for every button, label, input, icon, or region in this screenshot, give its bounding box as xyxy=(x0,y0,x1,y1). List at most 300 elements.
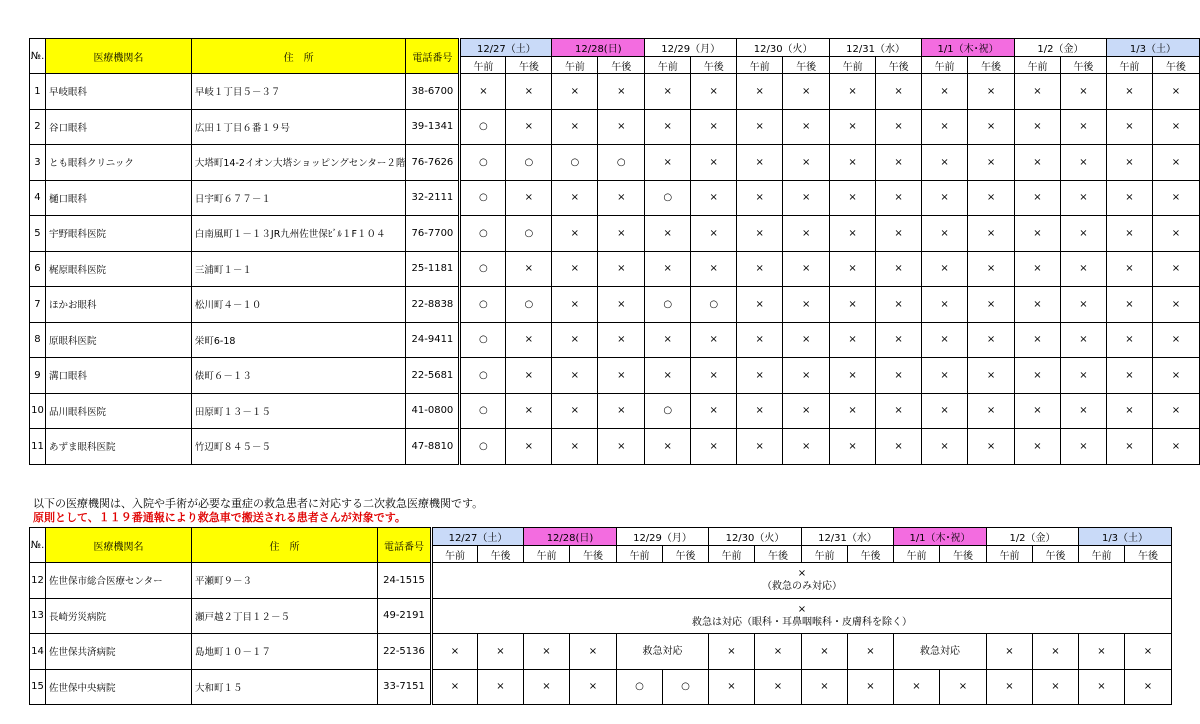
facility-phone: 76-7626 xyxy=(406,145,460,181)
table-row xyxy=(30,563,1172,599)
availability-mark: ○ xyxy=(460,216,506,252)
availability-mark: × xyxy=(876,145,922,181)
table-header xyxy=(30,528,1172,563)
availability-mark: × xyxy=(922,216,968,252)
facility-name-header: 医療機関名 xyxy=(45,39,191,74)
row-number: 2 xyxy=(30,109,46,145)
facility-phone: 39-1341 xyxy=(406,109,460,145)
date-header: 12/30（火） xyxy=(709,528,802,546)
availability-mark: × xyxy=(478,634,524,670)
availability-mark: × xyxy=(691,322,737,358)
availability-mark: × xyxy=(876,429,922,465)
availability-mark: × xyxy=(1033,669,1079,705)
availability-mark: ○ xyxy=(460,180,506,216)
facility-phone: 22-5681 xyxy=(406,358,460,394)
availability-mark: × xyxy=(737,74,783,110)
table-row xyxy=(30,634,1172,670)
availability-mark: × xyxy=(783,322,830,358)
facility-phone: 76-7700 xyxy=(406,216,460,252)
availability-mark: × xyxy=(783,216,830,252)
clinic-schedule-table-1 xyxy=(29,38,1200,465)
availability-mark: × xyxy=(783,287,830,323)
row-number: 14 xyxy=(30,634,46,670)
availability-mark: × xyxy=(968,145,1015,181)
availability-mark: × xyxy=(876,358,922,394)
facility-address: 竹辺町８４５－５ xyxy=(191,429,406,465)
facility-address: 大塔町14-2イオン大塔ショッピングセンター２階 xyxy=(191,145,406,181)
availability-mark: × xyxy=(940,669,987,705)
availability-mark: × xyxy=(1015,109,1061,145)
facility-phone: 22-5136 xyxy=(378,634,432,670)
availability-mark: × xyxy=(570,634,617,670)
table-row xyxy=(30,216,1200,252)
table-row xyxy=(30,74,1200,110)
date-header: 12/27（土） xyxy=(432,528,524,546)
availability-mark: × xyxy=(1015,393,1061,429)
availability-mark: × xyxy=(830,322,876,358)
availability-mark: × xyxy=(506,180,552,216)
availability-mark: ○ xyxy=(691,287,737,323)
availability-mark: × xyxy=(1060,109,1106,145)
date-header: 12/29（月） xyxy=(645,39,737,57)
availability-mark: × xyxy=(755,634,802,670)
availability-mark: × xyxy=(876,180,922,216)
availability-mark: × xyxy=(1106,393,1152,429)
facility-address: 瀬戸越２丁目１２－５ xyxy=(192,598,378,634)
availability-merged xyxy=(432,563,1172,599)
availability-mark: × xyxy=(1015,322,1061,358)
availability-mark: × xyxy=(1015,145,1061,181)
availability-mark: × xyxy=(830,109,876,145)
availability-mark: × xyxy=(645,251,691,287)
availability-mark: × xyxy=(1060,429,1106,465)
availability-mark: × xyxy=(968,393,1015,429)
facility-phone: 41-0800 xyxy=(406,393,460,429)
availability-mark: × xyxy=(598,287,645,323)
availability-mark: × xyxy=(1106,322,1152,358)
availability-mark: × xyxy=(987,669,1033,705)
availability-mark: × xyxy=(737,216,783,252)
availability-mark: × xyxy=(552,393,598,429)
date-header: 1/2（金） xyxy=(1015,39,1107,57)
availability-mark: × xyxy=(922,429,968,465)
availability-mark: × xyxy=(783,393,830,429)
availability-mark: × xyxy=(1152,145,1199,181)
table-row xyxy=(30,669,1172,705)
availability-mark: × xyxy=(552,287,598,323)
address-header: 住 所 xyxy=(192,528,378,563)
table-row xyxy=(30,393,1200,429)
availability-merged xyxy=(432,598,1172,634)
availability-mark: 救急対応 xyxy=(617,634,709,670)
availability-mark: ○ xyxy=(460,109,506,145)
table-row xyxy=(30,322,1200,358)
availability-mark: ○ xyxy=(506,216,552,252)
am-label: 午前 xyxy=(432,546,478,563)
am-label: 午前 xyxy=(987,546,1033,563)
availability-mark: × xyxy=(1060,145,1106,181)
am-label: 午前 xyxy=(617,546,663,563)
facility-address: 俵町６－１３ xyxy=(191,358,406,394)
availability-mark: × xyxy=(737,322,783,358)
facility-name: 樋口眼科 xyxy=(45,180,191,216)
availability-mark: × xyxy=(830,251,876,287)
facility-name-header: 医療機関名 xyxy=(46,528,192,563)
facility-phone: 32-2111 xyxy=(406,180,460,216)
availability-mark: × xyxy=(598,251,645,287)
availability-mark: × xyxy=(1060,74,1106,110)
availability-mark: × xyxy=(876,109,922,145)
row-number: 9 xyxy=(30,358,46,394)
facility-name: ほかお眼科 xyxy=(45,287,191,323)
facility-address: 松川町４－１０ xyxy=(191,287,406,323)
table-row xyxy=(30,287,1200,323)
availability-mark: × xyxy=(1106,216,1152,252)
availability-mark: × xyxy=(783,145,830,181)
date-header: 1/2（金） xyxy=(987,528,1079,546)
availability-mark: × xyxy=(1106,251,1152,287)
availability-mark: × xyxy=(922,109,968,145)
facility-phone: 33-7151 xyxy=(378,669,432,705)
pm-label: 午後 xyxy=(755,546,802,563)
table-body xyxy=(30,563,1172,705)
hospital-schedule-table-2 xyxy=(29,527,1172,705)
date-header: 12/31（水） xyxy=(830,39,922,57)
facility-phone: 22-8838 xyxy=(406,287,460,323)
availability-mark: × xyxy=(506,251,552,287)
date-header: 12/27（土） xyxy=(460,39,552,57)
facility-address: 広田１丁目６番１９号 xyxy=(191,109,406,145)
availability-mark: × xyxy=(783,251,830,287)
no-header: №. xyxy=(30,39,46,74)
table-row xyxy=(30,109,1200,145)
availability-mark: × xyxy=(968,322,1015,358)
availability-mark: × xyxy=(524,634,570,670)
availability-mark: × xyxy=(830,358,876,394)
availability-mark: × xyxy=(552,109,598,145)
availability-mark: × xyxy=(552,180,598,216)
availability-mark: × xyxy=(709,634,755,670)
date-header: 12/28(日) xyxy=(524,528,617,546)
availability-mark: ○ xyxy=(460,287,506,323)
availability-mark: × xyxy=(1079,669,1125,705)
availability-mark: × xyxy=(1060,287,1106,323)
table-row xyxy=(30,358,1200,394)
date-header: 1/3（土） xyxy=(1106,39,1199,57)
table-row xyxy=(30,429,1200,465)
availability-mark: × xyxy=(1060,322,1106,358)
availability-mark: × xyxy=(876,322,922,358)
availability-mark: × xyxy=(1033,634,1079,670)
facility-address: 白南風町１－１３JR九州佐世保ﾋﾞﾙ１F１０４ xyxy=(191,216,406,252)
availability-mark: × xyxy=(506,109,552,145)
am-label: 午前 xyxy=(645,57,691,74)
availability-mark: × xyxy=(1152,251,1199,287)
availability-mark: × xyxy=(737,429,783,465)
availability-mark: ○ xyxy=(663,669,709,705)
table-row xyxy=(30,251,1200,287)
availability-mark: × xyxy=(968,180,1015,216)
facility-name: 品川眼科医院 xyxy=(45,393,191,429)
am-label: 午前 xyxy=(922,57,968,74)
availability-mark: × xyxy=(968,429,1015,465)
availability-mark: ○ xyxy=(460,393,506,429)
availability-mark: × xyxy=(987,634,1033,670)
availability-mark: × xyxy=(922,145,968,181)
am-label: 午前 xyxy=(552,57,598,74)
row-number: 6 xyxy=(30,251,46,287)
availability-mark: × xyxy=(1152,180,1199,216)
availability-mark: × xyxy=(552,251,598,287)
availability-mark: × xyxy=(1152,393,1199,429)
availability-mark: × xyxy=(645,74,691,110)
date-header: 12/30（火） xyxy=(737,39,830,57)
availability-mark: × xyxy=(922,251,968,287)
facility-name: 佐世保市総合医療センター xyxy=(46,563,192,599)
availability-mark: ○ xyxy=(506,145,552,181)
availability-mark: × xyxy=(1106,109,1152,145)
availability-mark: × xyxy=(1152,216,1199,252)
availability-mark: × xyxy=(1152,74,1199,110)
date-header: 1/1（木･祝） xyxy=(922,39,1015,57)
row-number: 5 xyxy=(30,216,46,252)
availability-mark: × xyxy=(968,358,1015,394)
facility-name: 原眼科医院 xyxy=(45,322,191,358)
availability-mark: × xyxy=(506,429,552,465)
availability-mark: × xyxy=(645,322,691,358)
ambulance-target-note: 原則として、１１９番通報により救急車で搬送される患者さんが対象です。 xyxy=(33,511,406,524)
row-number: 3 xyxy=(30,145,46,181)
table-row xyxy=(30,598,1172,634)
availability-mark: ○ xyxy=(460,251,506,287)
am-label: 午前 xyxy=(709,546,755,563)
availability-mark: ○ xyxy=(506,287,552,323)
availability-mark: × xyxy=(1060,358,1106,394)
availability-mark: × xyxy=(598,322,645,358)
facility-phone: 25-1181 xyxy=(406,251,460,287)
availability-mark: × xyxy=(783,74,830,110)
availability-mark: ○ xyxy=(645,393,691,429)
row-number: 4 xyxy=(30,180,46,216)
availability-mark: × xyxy=(506,74,552,110)
availability-mark: ○ xyxy=(598,145,645,181)
pm-label: 午後 xyxy=(1152,57,1199,74)
am-label: 午前 xyxy=(802,546,848,563)
pm-label: 午後 xyxy=(876,57,922,74)
availability-line: × xyxy=(797,568,807,580)
availability-mark: × xyxy=(691,358,737,394)
availability-mark: × xyxy=(783,180,830,216)
pm-label: 午後 xyxy=(506,57,552,74)
availability-mark: × xyxy=(737,180,783,216)
facility-name: 佐世保中央病院 xyxy=(46,669,192,705)
availability-mark: × xyxy=(691,393,737,429)
availability-mark: × xyxy=(830,429,876,465)
availability-mark: × xyxy=(1125,669,1172,705)
availability-mark: × xyxy=(691,109,737,145)
row-number: 1 xyxy=(30,74,46,110)
availability-mark: × xyxy=(968,74,1015,110)
availability-mark: × xyxy=(1106,429,1152,465)
table-header xyxy=(30,39,1200,74)
availability-mark: ○ xyxy=(460,358,506,394)
facility-name: 谷口眼科 xyxy=(45,109,191,145)
availability-mark: × xyxy=(1152,109,1199,145)
facility-phone: 24-9411 xyxy=(406,322,460,358)
facility-phone: 24-1515 xyxy=(378,563,432,599)
row-number: 7 xyxy=(30,287,46,323)
availability-mark: × xyxy=(1015,180,1061,216)
pm-label: 午後 xyxy=(968,57,1015,74)
pm-label: 午後 xyxy=(598,57,645,74)
availability-mark: × xyxy=(1152,287,1199,323)
availability-mark: × xyxy=(1015,358,1061,394)
pm-label: 午後 xyxy=(691,57,737,74)
availability-mark: × xyxy=(598,393,645,429)
availability-mark: × xyxy=(645,109,691,145)
availability-mark: × xyxy=(922,287,968,323)
availability-mark: × xyxy=(922,393,968,429)
pm-label: 午後 xyxy=(1060,57,1106,74)
availability-mark: × xyxy=(598,429,645,465)
facility-name: 長崎労災病院 xyxy=(46,598,192,634)
availability-line: 救急は対応（眼科・耳鼻咽喉科・皮膚科を除く） xyxy=(692,616,912,628)
availability-mark: × xyxy=(598,74,645,110)
availability-mark: × xyxy=(645,358,691,394)
facility-name: 宇野眼科医院 xyxy=(45,216,191,252)
availability-mark: × xyxy=(645,429,691,465)
availability-mark: × xyxy=(783,358,830,394)
availability-mark: × xyxy=(691,216,737,252)
availability-mark: × xyxy=(755,669,802,705)
availability-mark: × xyxy=(968,287,1015,323)
availability-mark: × xyxy=(848,669,894,705)
availability-mark: × xyxy=(1106,145,1152,181)
availability-mark: × xyxy=(737,393,783,429)
availability-mark: × xyxy=(1060,180,1106,216)
availability-mark: × xyxy=(598,109,645,145)
availability-mark: ○ xyxy=(617,669,663,705)
am-label: 午前 xyxy=(1079,546,1125,563)
availability-mark: ○ xyxy=(460,145,506,181)
date-header: 1/1（木･祝） xyxy=(894,528,987,546)
availability-mark: × xyxy=(922,358,968,394)
secondary-emergency-note: 以下の医療機関は、入院や手術が必要な重症の救急患者に対応する二次救急医療機関です。 xyxy=(33,497,484,510)
availability-mark: × xyxy=(737,358,783,394)
pm-label: 午後 xyxy=(663,546,709,563)
availability-mark: × xyxy=(1152,358,1199,394)
availability-mark: × xyxy=(848,634,894,670)
availability-mark: × xyxy=(1015,216,1061,252)
availability-mark: × xyxy=(830,393,876,429)
facility-address: 栄町6-18 xyxy=(191,322,406,358)
availability-mark: × xyxy=(1060,393,1106,429)
availability-mark: × xyxy=(922,180,968,216)
availability-mark: × xyxy=(737,145,783,181)
pm-label: 午後 xyxy=(478,546,524,563)
availability-mark: × xyxy=(737,251,783,287)
availability-mark: × xyxy=(876,74,922,110)
pm-label: 午後 xyxy=(570,546,617,563)
availability-mark: × xyxy=(691,180,737,216)
availability-mark: × xyxy=(1106,180,1152,216)
availability-mark: × xyxy=(432,669,478,705)
availability-mark: × xyxy=(737,287,783,323)
am-label: 午前 xyxy=(894,546,940,563)
row-number: 11 xyxy=(30,429,46,465)
availability-mark: × xyxy=(1015,287,1061,323)
availability-mark: × xyxy=(876,393,922,429)
availability-mark: × xyxy=(830,145,876,181)
availability-mark: × xyxy=(598,216,645,252)
availability-mark: × xyxy=(506,393,552,429)
availability-mark: × xyxy=(598,358,645,394)
facility-name: とも眼科クリニック xyxy=(45,145,191,181)
availability-mark: × xyxy=(1015,429,1061,465)
pm-label: 午後 xyxy=(1033,546,1079,563)
phone-header: 電話番号 xyxy=(378,528,432,563)
availability-mark: × xyxy=(552,429,598,465)
facility-name: あずま眼科医院 xyxy=(45,429,191,465)
availability-mark: × xyxy=(460,74,506,110)
facility-address: 大和町１５ xyxy=(192,669,378,705)
row-number: 8 xyxy=(30,322,46,358)
availability-mark: × xyxy=(783,109,830,145)
availability-mark: × xyxy=(894,669,940,705)
date-header: 12/28(日) xyxy=(552,39,645,57)
date-header: 12/31（水） xyxy=(802,528,894,546)
availability-mark: × xyxy=(1106,358,1152,394)
availability-mark: × xyxy=(968,109,1015,145)
facility-address: 三浦町１－１ xyxy=(191,251,406,287)
availability-mark: × xyxy=(432,634,478,670)
availability-mark: × xyxy=(570,669,617,705)
facility-address: 日宇町６７７－１ xyxy=(191,180,406,216)
row-number: 13 xyxy=(30,598,46,634)
facility-address: 早岐１丁目５－３７ xyxy=(191,74,406,110)
availability-line: × xyxy=(797,603,807,615)
am-label: 午前 xyxy=(524,546,570,563)
availability-mark: ○ xyxy=(645,180,691,216)
availability-mark: × xyxy=(552,216,598,252)
availability-mark: × xyxy=(830,287,876,323)
row-number: 10 xyxy=(30,393,46,429)
availability-mark: × xyxy=(1106,74,1152,110)
availability-mark: 救急対応 xyxy=(894,634,987,670)
facility-name: 早岐眼科 xyxy=(45,74,191,110)
availability-mark: × xyxy=(830,216,876,252)
availability-mark: × xyxy=(1015,74,1061,110)
facility-name: 溝口眼科 xyxy=(45,358,191,394)
pm-label: 午後 xyxy=(940,546,987,563)
date-header: 12/29（月） xyxy=(617,528,709,546)
am-label: 午前 xyxy=(1106,57,1152,74)
availability-mark: × xyxy=(691,429,737,465)
availability-mark: × xyxy=(1106,287,1152,323)
availability-mark: × xyxy=(506,322,552,358)
availability-mark: × xyxy=(1060,251,1106,287)
am-label: 午前 xyxy=(737,57,783,74)
availability-mark: × xyxy=(1152,429,1199,465)
facility-address: 島地町１０－１７ xyxy=(192,634,378,670)
facility-phone: 38-6700 xyxy=(406,74,460,110)
facility-address: 平瀬町９－３ xyxy=(192,563,378,599)
date-header: 1/3（土） xyxy=(1079,528,1172,546)
availability-mark: × xyxy=(830,74,876,110)
availability-mark: × xyxy=(876,251,922,287)
table-body xyxy=(30,74,1200,465)
availability-mark: × xyxy=(552,74,598,110)
